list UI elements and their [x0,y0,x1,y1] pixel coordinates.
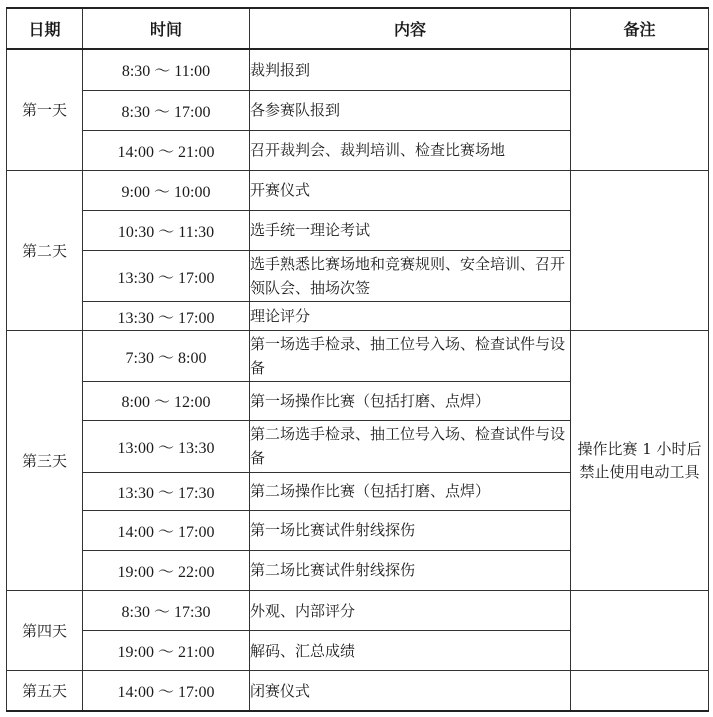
time-cell: 13:30 ～ 17:00 [83,302,250,331]
header-content: 内容 [250,8,571,49]
content-cell: 裁判报到 [250,49,571,90]
content-cell: 选手熟悉比赛场地和竞赛规则、安全培训、召开领队会、抽场次签 [250,251,571,302]
time-cell: 19:00 ～ 22:00 [83,550,250,590]
time-cell: 13:30 ～ 17:00 [83,251,250,302]
table-row [7,49,709,90]
content-cell: 开赛仪式 [250,170,571,210]
day-cell: 第四天 [7,591,83,671]
time-cell: 13:30 ～ 17:30 [83,472,250,510]
time-cell: 7:30 ～ 8:00 [83,331,250,382]
table-row [7,591,709,631]
table-row [7,170,709,210]
note-cell-empty [571,671,709,711]
content-cell: 第一场比赛试件射线探伤 [250,510,571,550]
content-cell: 第二场操作比赛（包括打磨、点焊） [250,472,571,510]
time-cell: 19:00 ～ 21:00 [83,631,250,671]
content-cell: 选手统一理论考试 [250,210,571,250]
table-row [7,331,709,382]
time-cell: 8:00 ～ 12:00 [83,382,250,420]
content-cell: 第二场选手检录、抽工位号入场、检查试件与设备 [250,420,571,472]
competition-schedule-table [6,7,709,712]
time-cell: 8:30 ～ 17:30 [83,591,250,631]
content-cell: 召开裁判会、裁判培训、检查比赛场地 [250,130,571,170]
note-cell-empty [571,170,709,330]
time-cell: 10:30 ～ 11:30 [83,210,250,250]
time-cell: 8:30 ～ 17:00 [83,90,250,130]
day-cell: 第一天 [7,49,83,170]
header-note: 备注 [571,8,709,49]
table-row [7,671,709,711]
header-date: 日期 [7,8,83,49]
note-cell-empty [571,591,709,671]
time-cell: 13:00 ～ 13:30 [83,420,250,472]
time-cell: 9:00 ～ 10:00 [83,170,250,210]
content-cell: 第二场比赛试件射线探伤 [250,550,571,590]
content-cell: 外观、内部评分 [250,591,571,631]
day-cell: 第五天 [7,671,83,711]
time-cell: 8:30 ～ 11:00 [83,49,250,90]
content-cell: 各参赛队报到 [250,90,571,130]
day-cell: 第三天 [7,331,83,591]
header-time: 时间 [83,8,250,49]
day-cell: 第二天 [7,170,83,330]
content-cell: 解码、汇总成绩 [250,631,571,671]
time-cell: 14:00 ～ 17:00 [83,510,250,550]
content-cell: 理论评分 [250,302,571,331]
note-cell: 操作比赛 1 小时后禁止使用电动工具 [571,331,709,591]
header-row [7,8,709,49]
time-cell: 14:00 ～ 21:00 [83,130,250,170]
time-cell: 14:00 ～ 17:00 [83,671,250,711]
content-cell: 第一场选手检录、抽工位号入场、检查试件与设备 [250,331,571,382]
content-cell: 闭赛仪式 [250,671,571,711]
note-cell-empty [571,49,709,170]
content-cell: 第一场操作比赛（包括打磨、点焊） [250,382,571,420]
